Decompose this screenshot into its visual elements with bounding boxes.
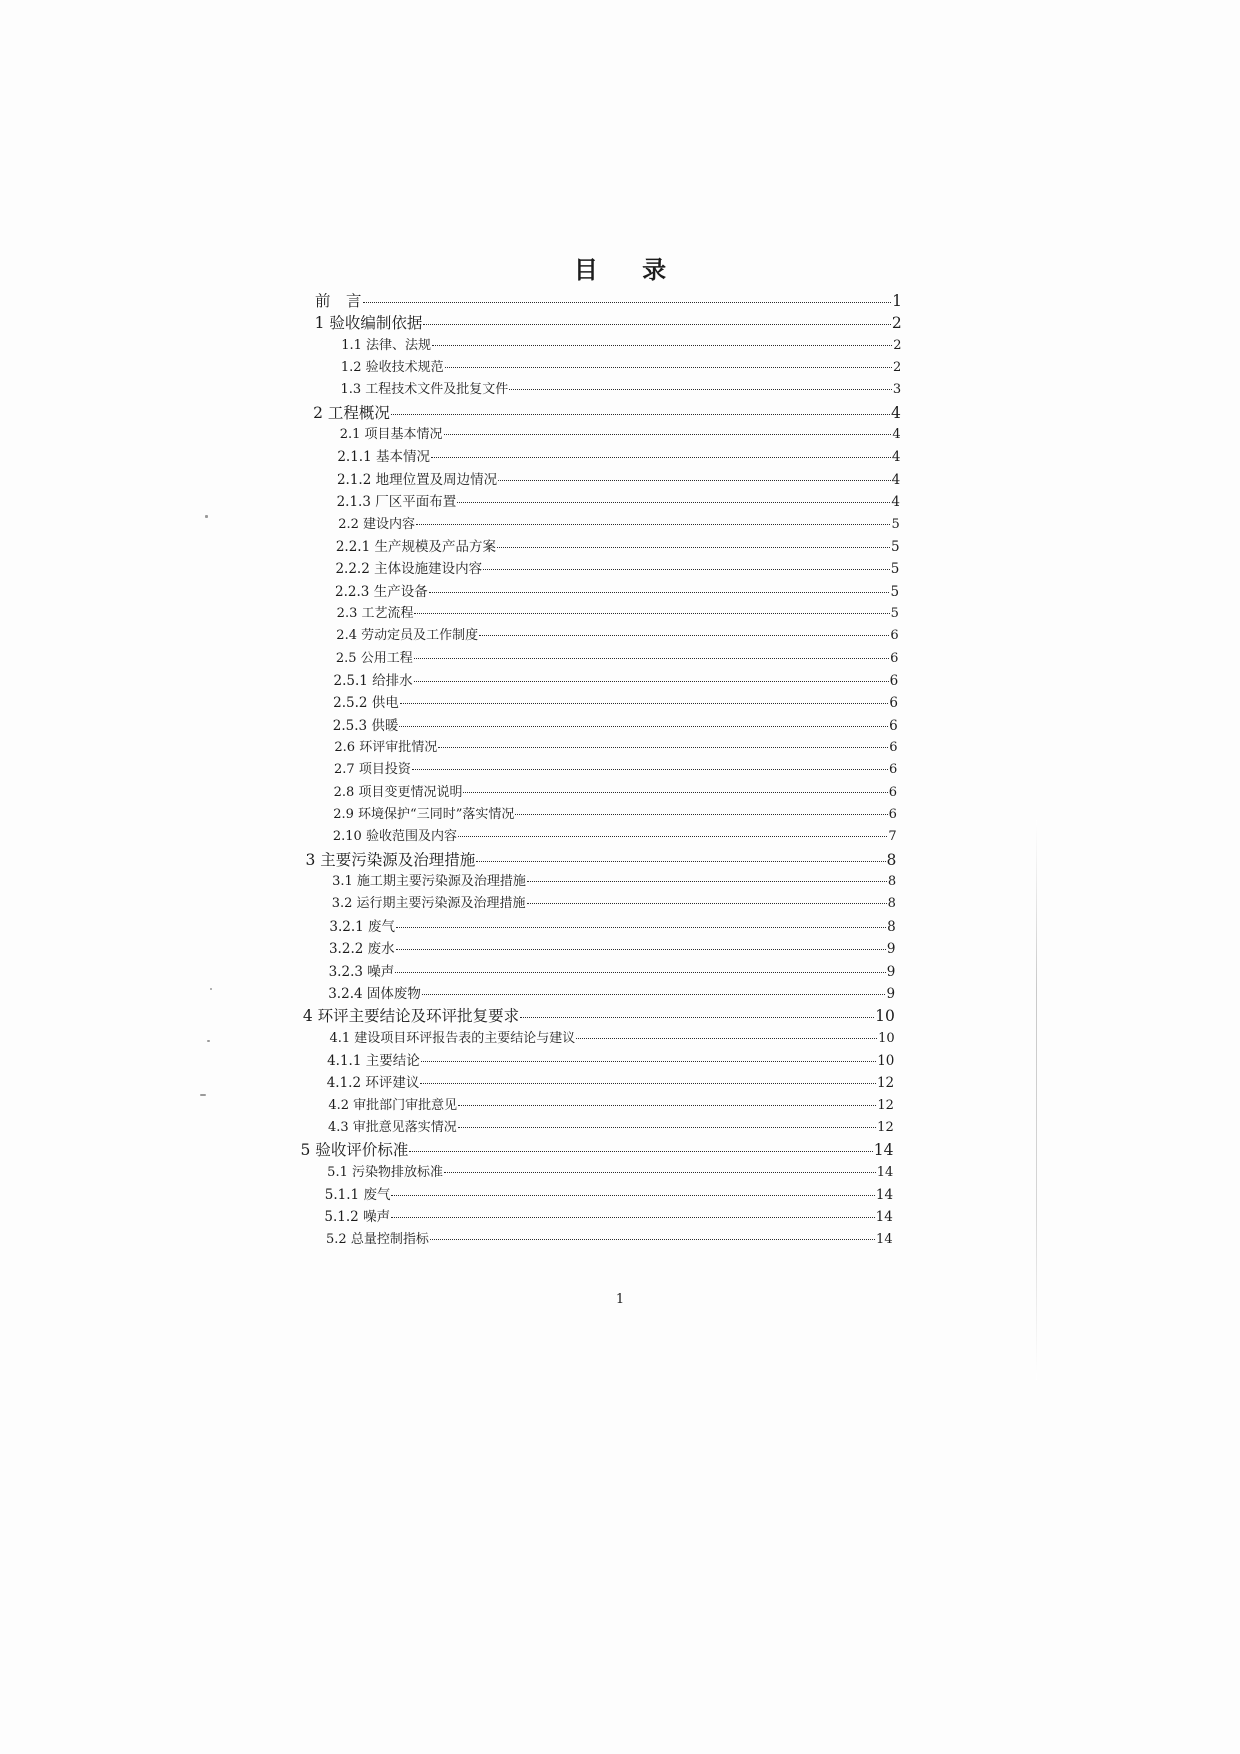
toc-entry-label: 1.2 验收技术规范 [340,360,444,376]
toc-dot-leader [458,1127,876,1128]
toc-dot-leader [430,1239,875,1240]
scan-speck [205,515,208,518]
toc-dot-leader [479,635,889,636]
toc-entry [313,402,901,424]
toc-entry [338,514,900,536]
toc-entry [334,782,897,804]
toc-dot-leader [399,726,888,727]
toc-entry-label: 2.2.3 生产设备 [335,583,428,600]
toc-entry-page: 9 [886,985,896,1002]
scan-speck [210,988,212,990]
toc-entry [328,1095,894,1117]
toc-dot-leader [438,747,888,748]
toc-dot-leader [444,434,892,435]
toc-entry-label: 1 验收编制依据 [314,314,423,333]
toc-entry [326,1229,893,1251]
toc-entry [329,938,896,960]
toc-entry-page: 1 [892,292,902,310]
toc-entry [332,871,896,893]
toc-entry-label: 5.1.2 噪声 [324,1209,391,1226]
toc-entry-page: 9 [886,963,896,980]
toc-entry-label: 1.3 工程技术文件及批复文件 [340,382,509,398]
toc-entry-page: 6 [889,695,898,712]
toc-dot-leader [412,769,888,770]
toc-entry-label: 2.1.1 基本情况 [337,449,430,466]
toc-dot-leader [509,389,892,390]
toc-entry-label: 2.5.3 供暖 [332,717,399,734]
toc-entry-page: 6 [888,807,897,823]
toc-entry-page: 5 [891,516,900,532]
toc-entry [341,335,901,357]
toc-dot-leader [497,547,890,548]
toc-entry [333,826,897,848]
toc-entry-label: 2.10 验收范围及内容 [332,829,457,845]
toc-entry-page: 4 [891,449,901,466]
toc-title: 目 录 [573,255,685,284]
toc-entry-label: 2.9 环境保护“三同时”落实情况 [333,807,515,823]
toc-entry [337,603,899,625]
toc-entry-page: 14 [876,1164,894,1180]
toc-entry [337,469,900,491]
toc-entry [334,670,899,692]
toc-dot-leader [431,457,891,458]
toc-entry [341,357,901,379]
toc-dot-leader [476,861,885,862]
toc-dot-leader [432,345,892,346]
toc-entry-label: 4.1.2 环评建议 [326,1075,420,1092]
toc-entry-label: 2.1.3 厂区平面布置 [336,494,457,511]
toc-entry-label: 2.8 项目变更情况说明 [333,784,463,800]
toc-dot-leader [515,814,887,815]
toc-dot-leader [414,681,889,682]
toc-entry [329,1028,894,1050]
toc-entry-page: 2 [893,337,902,353]
toc-entry-label: 1.1 法律、法规 [341,337,432,353]
toc-entry-page: 5 [890,538,900,555]
toc-entry [327,1072,894,1094]
toc-dot-leader [520,1017,874,1018]
toc-entry-label: 2.5 公用工程 [335,650,413,666]
toc-entry-label: 2.1.2 地理位置及周边情况 [336,471,498,488]
toc-entry-page: 5 [890,583,900,600]
toc-entry-page: 12 [877,1119,894,1135]
toc-entry-page: 2 [893,360,902,376]
toc-entry [329,961,896,983]
toc-entry-page: 9 [886,941,896,958]
toc-entry-label: 2.1 项目基本情况 [339,427,443,443]
toc-entry-page: 10 [878,1030,895,1046]
toc-dot-leader [445,367,892,368]
toc-entry-label: 2.4 劳动定员及工作制度 [336,628,479,644]
toc-entry [327,1050,894,1072]
toc-entry-label: 5.1.1 废气 [324,1187,391,1203]
toc-dot-leader [414,613,889,614]
toc-entry-page: 14 [873,1141,894,1160]
toc-entry [325,1184,893,1206]
toc-entry-label: 4.1 建设项目环评报告表的主要结论与建议 [329,1030,576,1046]
toc-dot-leader [498,480,891,481]
toc-entry-label: 4.2 审批部门审批意见 [328,1097,458,1113]
toc-dot-leader [444,1172,876,1173]
toc-entry-page: 8 [887,918,896,935]
toc-dot-leader [396,949,886,950]
toc-entry-page: 6 [888,784,898,800]
toc-entry-page: 2 [891,314,902,333]
toc-entry-page: 6 [889,717,898,734]
toc-dot-leader [429,592,890,593]
toc-entry [328,1117,894,1139]
toc-entry-label: 5 验收评价标准 [300,1141,409,1160]
toc-entry-label: 3.2.1 废气 [329,918,396,935]
toc-entry [333,804,897,826]
toc-entry [332,893,896,915]
scan-speck [200,1094,206,1096]
toc-entry [303,1005,895,1027]
toc-entry-page: 12 [876,1075,895,1092]
toc-entry-label: 2.6 环评审批情况 [334,740,438,755]
toc-dot-leader [422,994,886,995]
toc-entry-page: 10 [877,1052,895,1069]
toc-dot-leader [391,414,890,415]
toc-entry-label: 3.2.3 噪声 [328,963,395,980]
toc-dot-leader [458,1105,876,1106]
toc-entry-page: 7 [888,829,897,845]
toc-entry-label: 2.5.1 给排水 [333,672,413,689]
toc-entry-label: 4.3 审批意见落实情况 [327,1119,457,1135]
page-number: 1 [615,1292,625,1307]
toc-entry [336,625,898,647]
toc-entry [340,379,901,401]
toc-entry-page: 6 [889,762,898,778]
toc-dot-leader [463,792,887,793]
toc-entry [333,715,898,737]
toc-entry-page: 3 [892,382,902,398]
toc-entry-page: 8 [887,896,896,912]
toc-entry-label: 2 工程概况 [313,403,390,422]
toc-dot-leader [458,836,887,837]
toc-entry-label: 2.7 项目投资 [334,762,411,778]
toc-entry [337,491,900,513]
toc-entry [334,759,897,781]
toc-entry-page: 6 [890,628,899,644]
toc-entry-page: 14 [875,1187,894,1203]
toc-dot-leader [414,658,889,659]
toc-entry-label: 4 环评主要结论及环评批复要求 [302,1007,520,1026]
toc-dot-leader [400,703,889,704]
toc-entry-label: 3.1 施工期主要污染源及治理措施 [332,874,526,890]
toc-entry-page: 4 [891,494,900,511]
toc-dot-leader [395,972,885,973]
toc-entry-label: 3.2.4 固体废物 [328,985,421,1002]
toc-entry [315,312,902,334]
toc-entry-page: 14 [875,1209,893,1226]
toc-dot-leader [457,502,890,503]
toc-entry [340,424,901,446]
toc-entry-page: 5 [890,561,900,578]
toc-entry-label: 2.2.2 主体设施建设内容 [335,561,483,578]
toc-entry-page: 4 [892,427,901,443]
toc-dot-leader [363,302,892,303]
toc-entry [306,849,897,871]
toc-entry [334,737,897,759]
toc-entry [336,648,899,670]
toc-entry-label: 4.1.1 主要结论 [327,1052,420,1069]
toc-entry-page: 4 [891,403,901,422]
toc-entry [333,692,898,714]
toc-entry-label: 2.3 工艺流程 [336,605,414,621]
toc-entry [337,446,900,468]
toc-dot-leader [420,1083,876,1084]
toc-dot-leader [527,881,887,882]
toc-entry-label: 3.2 运行期主要污染源及治理措施 [331,896,526,912]
toc-entry-label: 3.2.2 废水 [328,941,395,958]
toc-entry-label: 5.2 总量控制指标 [326,1231,429,1247]
toc-dot-leader [421,1061,876,1062]
toc-entry [315,290,902,312]
scan-speck [207,1040,210,1042]
toc-entry-label: 前 言 [315,292,362,310]
toc-entry-label: 2.2 建设内容 [338,516,415,532]
toc-entry-page: 10 [875,1007,895,1026]
toc-entry-page: 6 [890,650,899,666]
toc-dot-leader [396,927,886,928]
toc-entry [335,558,899,580]
toc-dot-leader [423,324,890,325]
toc-entry-page: 5 [890,605,899,621]
toc-entry [327,1162,893,1184]
toc-entry-page: 8 [886,850,897,869]
toc-dot-leader [391,1217,875,1218]
toc-dot-leader [416,524,890,525]
toc-entry-page: 6 [889,740,898,755]
toc-entry-page: 6 [889,672,899,689]
toc-dot-leader [527,903,887,904]
toc-entry [335,581,899,603]
toc-entry-page: 12 [877,1097,894,1113]
toc-entry-page: 8 [887,874,897,890]
toc-entry-page: 14 [876,1231,893,1247]
toc-entry [329,916,895,938]
toc-entry [301,1139,894,1161]
toc-entry-label: 3 主要污染源及治理措施 [305,850,476,869]
toc-entry-label: 2.5.2 供电 [333,695,399,712]
toc-entry-label: 5.1 污染物排放标准 [327,1164,443,1180]
toc-entry [324,1206,892,1228]
toc-dot-leader [409,1151,872,1152]
toc-dot-leader [483,569,890,570]
toc-dot-leader [576,1038,877,1039]
toc-dot-leader [391,1195,874,1196]
toc-entry-page: 4 [891,471,901,488]
toc-entry [336,536,900,558]
toc-entry [328,983,895,1005]
toc-entry-label: 2.2.1 生产规模及产品方案 [335,538,496,555]
